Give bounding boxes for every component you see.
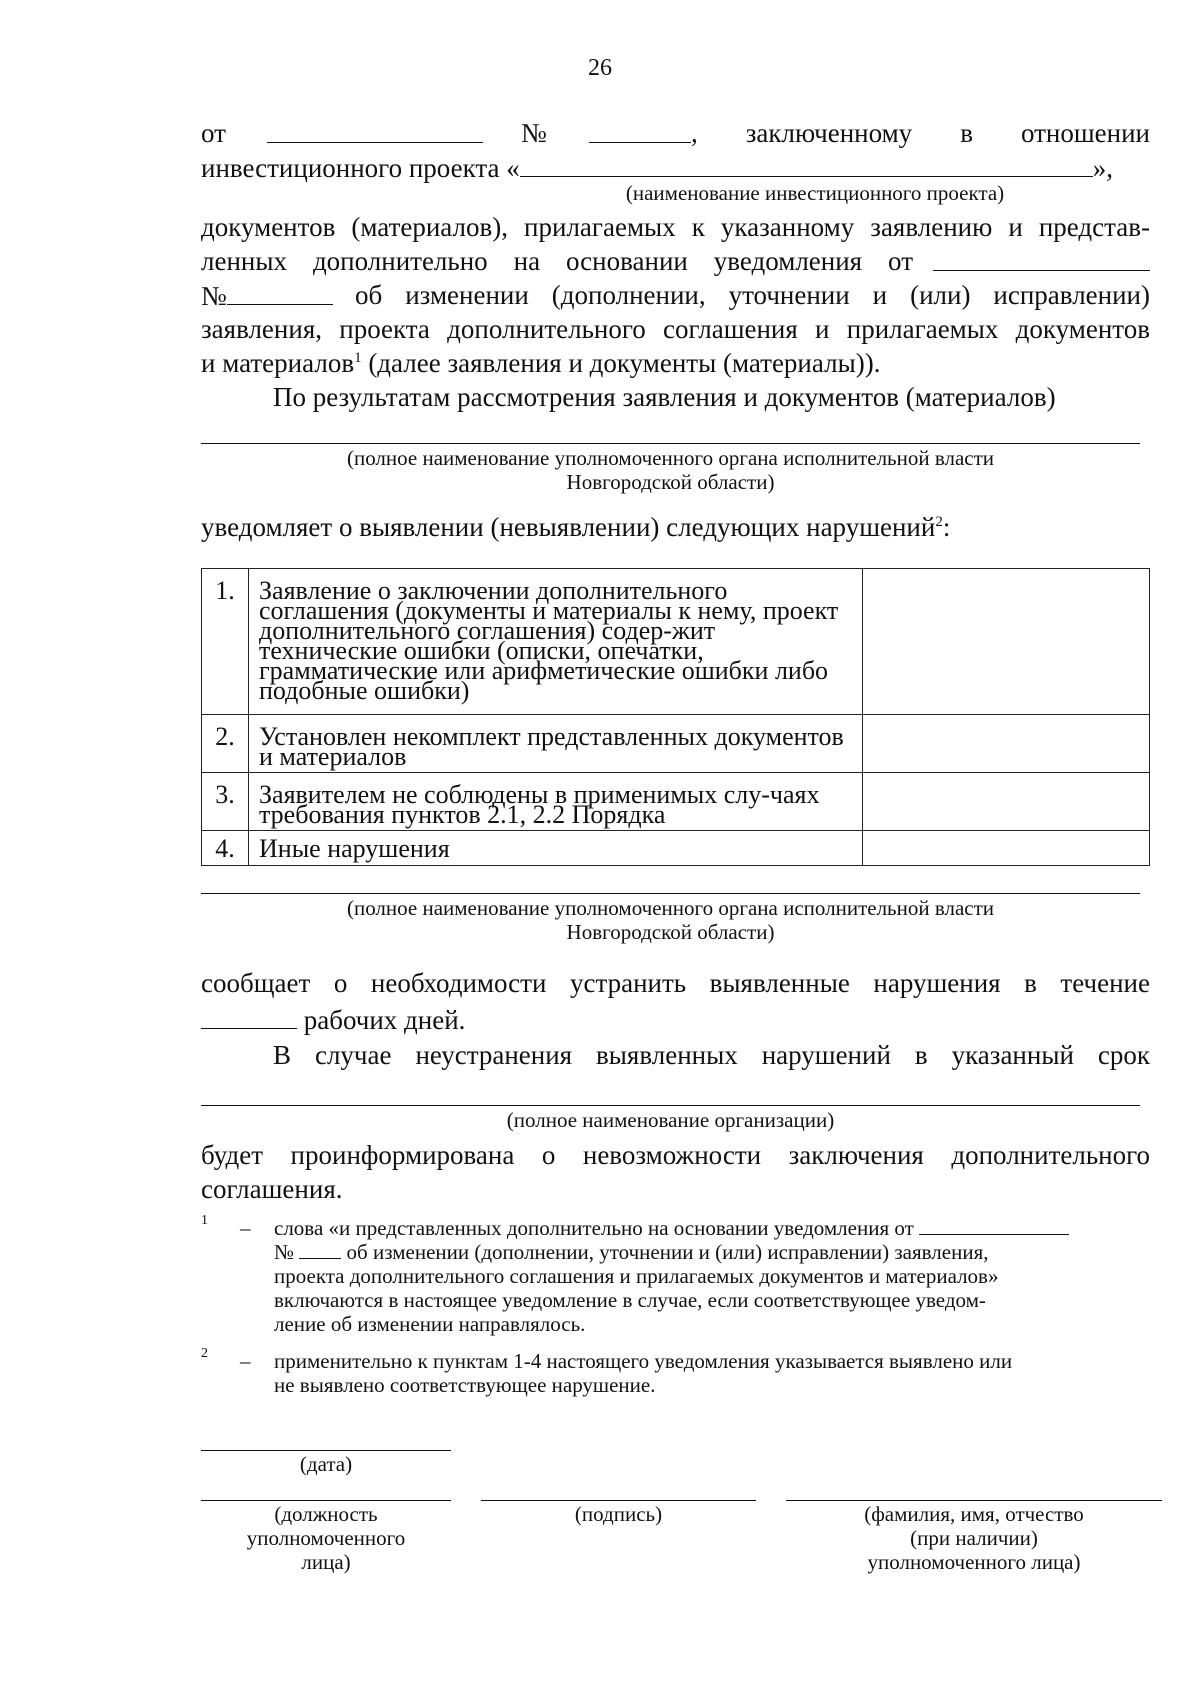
signature-line[interactable] <box>481 1500 756 1501</box>
result-cell[interactable] <box>863 715 1150 773</box>
authority-caption-line-1: (полное наименование уполномоченного органа исполнительной власти <box>346 446 995 470</box>
date-line[interactable] <box>201 1450 451 1451</box>
row-number: 3. <box>202 773 249 831</box>
inform-line-2: соглашения. <box>201 1174 343 1204</box>
intro-line-2: инвестиционного проекта « », <box>201 150 1150 185</box>
violations-table <box>201 568 1150 866</box>
notice-number-blank[interactable] <box>227 278 333 305</box>
footnote-ref-2[interactable]: 2 <box>935 514 943 530</box>
intro-line-3: документов (материалов), прилагаемых к указанному заявлению и представ- <box>201 212 1150 242</box>
authority2-caption-line-2: Новгородской области) <box>566 920 775 944</box>
footnote-1-line-4: включаются в настоящее уведомление в случае, если соответствующее уведом- <box>274 1288 986 1312</box>
authority-blank[interactable] <box>201 443 1140 444</box>
authority-caption-line-2: Новгородской области) <box>566 470 775 494</box>
footnote-ref-1[interactable]: 1 <box>354 350 362 366</box>
position-caption-3: лица) <box>301 1550 351 1574</box>
intro-tail: , заключенному в отношении <box>691 118 1150 148</box>
notice-date-blank[interactable] <box>933 244 1150 271</box>
intro-line-4: ленных дополнительно на основании уведомления от <box>201 244 1150 278</box>
footnote-2-line-1: применительно к пунктам 1-4 настоящего уведомления указывается выявлено или <box>274 1349 1013 1373</box>
result-cell[interactable] <box>863 773 1150 831</box>
date-caption: (дата) <box>299 1452 353 1476</box>
position-line[interactable] <box>201 1500 451 1501</box>
fix-line-2: рабочих дней. <box>201 1002 1150 1037</box>
violation-text: Иные нарушения <box>249 831 863 866</box>
signature-caption: (подпись) <box>574 1502 663 1526</box>
footnote-2-dash: – <box>240 1349 251 1373</box>
footnote-2-line-2: не выявлено соответствующее нарушение. <box>274 1373 656 1397</box>
footnote-date-blank[interactable] <box>919 1216 1069 1235</box>
row-number: 4. <box>202 831 249 866</box>
organization-caption: (полное наименование организации) <box>506 1108 835 1132</box>
footnote-1-line-3: проекта дополнительного соглашения и прилагаемых документов и материалов» <box>274 1264 999 1288</box>
authority-blank-2[interactable] <box>201 893 1140 894</box>
position-caption-1: (должность <box>274 1502 378 1526</box>
footnote-1-mark: 1 <box>201 1213 208 1228</box>
footnote-number-blank[interactable] <box>299 1240 341 1259</box>
result-cell[interactable] <box>863 569 1150 715</box>
from-label: от <box>201 118 226 148</box>
table-row <box>202 569 1150 715</box>
intro-line-8: По результатам рассмотрения заявления и документов (материалов) <box>273 382 1056 412</box>
position-caption-2: уполномоченного <box>246 1526 406 1550</box>
project-caption: (наименование инвестиционного проекта) <box>625 181 1005 205</box>
intro-line-7: и материалов$^1$ (далее заявления и документы (материалы)). <box>201 348 881 378</box>
number-blank[interactable] <box>589 116 691 143</box>
fio-line[interactable] <box>786 1500 1162 1501</box>
inform-line-1: будет проинформирована о невозможности заключения дополнительного <box>201 1140 1150 1170</box>
number-sign: № <box>521 118 547 148</box>
fio-caption-2: (при наличии) <box>910 1526 1038 1550</box>
fix-line-3: В случае неустранения выявленных нарушений в указанный срок <box>273 1040 1150 1070</box>
footnote-1-line-2: № об изменении (дополнении, уточнении и (или) исправлении) заявления, <box>274 1240 989 1264</box>
violation-text: Заявление о заключении дополнительного соглашения (документы и материалы к нему, проект дополнительного соглашения) содер-жит технические ошибки (описки, опечатки, грамматические или арифметические ошибки либо подобные ошибки) <box>249 569 863 715</box>
violation-text: Установлен некомплект представленных документов и материалов <box>249 715 863 773</box>
row-number: 2. <box>202 715 249 773</box>
intro-line-1 <box>201 116 1150 150</box>
row-number: 1. <box>202 569 249 715</box>
table-row <box>202 831 1150 866</box>
fio-caption-1: (фамилия, имя, отчество <box>864 1502 1084 1526</box>
table-row <box>202 773 1150 831</box>
organization-blank[interactable] <box>201 1105 1140 1106</box>
footnote-1-dash: – <box>240 1216 251 1240</box>
fix-line-1: сообщает о необходимости устранить выявленные нарушения в течение <box>201 968 1150 998</box>
authority2-caption-line-1: (полное наименование уполномоченного органа исполнительной власти <box>346 896 995 920</box>
footnote-1-line-5: ление об изменении направлялось. <box>274 1312 586 1336</box>
intro-line-6: заявления, проекта дополнительного соглашения и прилагаемых документов <box>201 314 1150 344</box>
intro-line-5: № об изменении (дополнении, уточнении и (или) исправлении) <box>201 280 1150 311</box>
table-row <box>202 715 1150 773</box>
notify-line: уведомляет о выявлении (невыявлении) следующих нарушений$^2$: <box>201 512 951 542</box>
fio-caption-3: уполномоченного лица) <box>867 1550 1081 1574</box>
result-cell[interactable] <box>863 831 1150 866</box>
footnote-1-line-1: слова «и представленных дополнительно на основании уведомления от <box>274 1216 1120 1240</box>
date-blank[interactable] <box>267 116 483 143</box>
violation-text: Заявителем не соблюдены в применимых слу-чаях требования пунктов 2.1, 2.2 Порядка <box>249 773 863 831</box>
project-name-blank[interactable] <box>520 150 1093 177</box>
footnote-2-mark: 2 <box>201 1346 208 1361</box>
page-number: 26 <box>588 55 612 81</box>
days-blank[interactable] <box>201 1002 297 1029</box>
